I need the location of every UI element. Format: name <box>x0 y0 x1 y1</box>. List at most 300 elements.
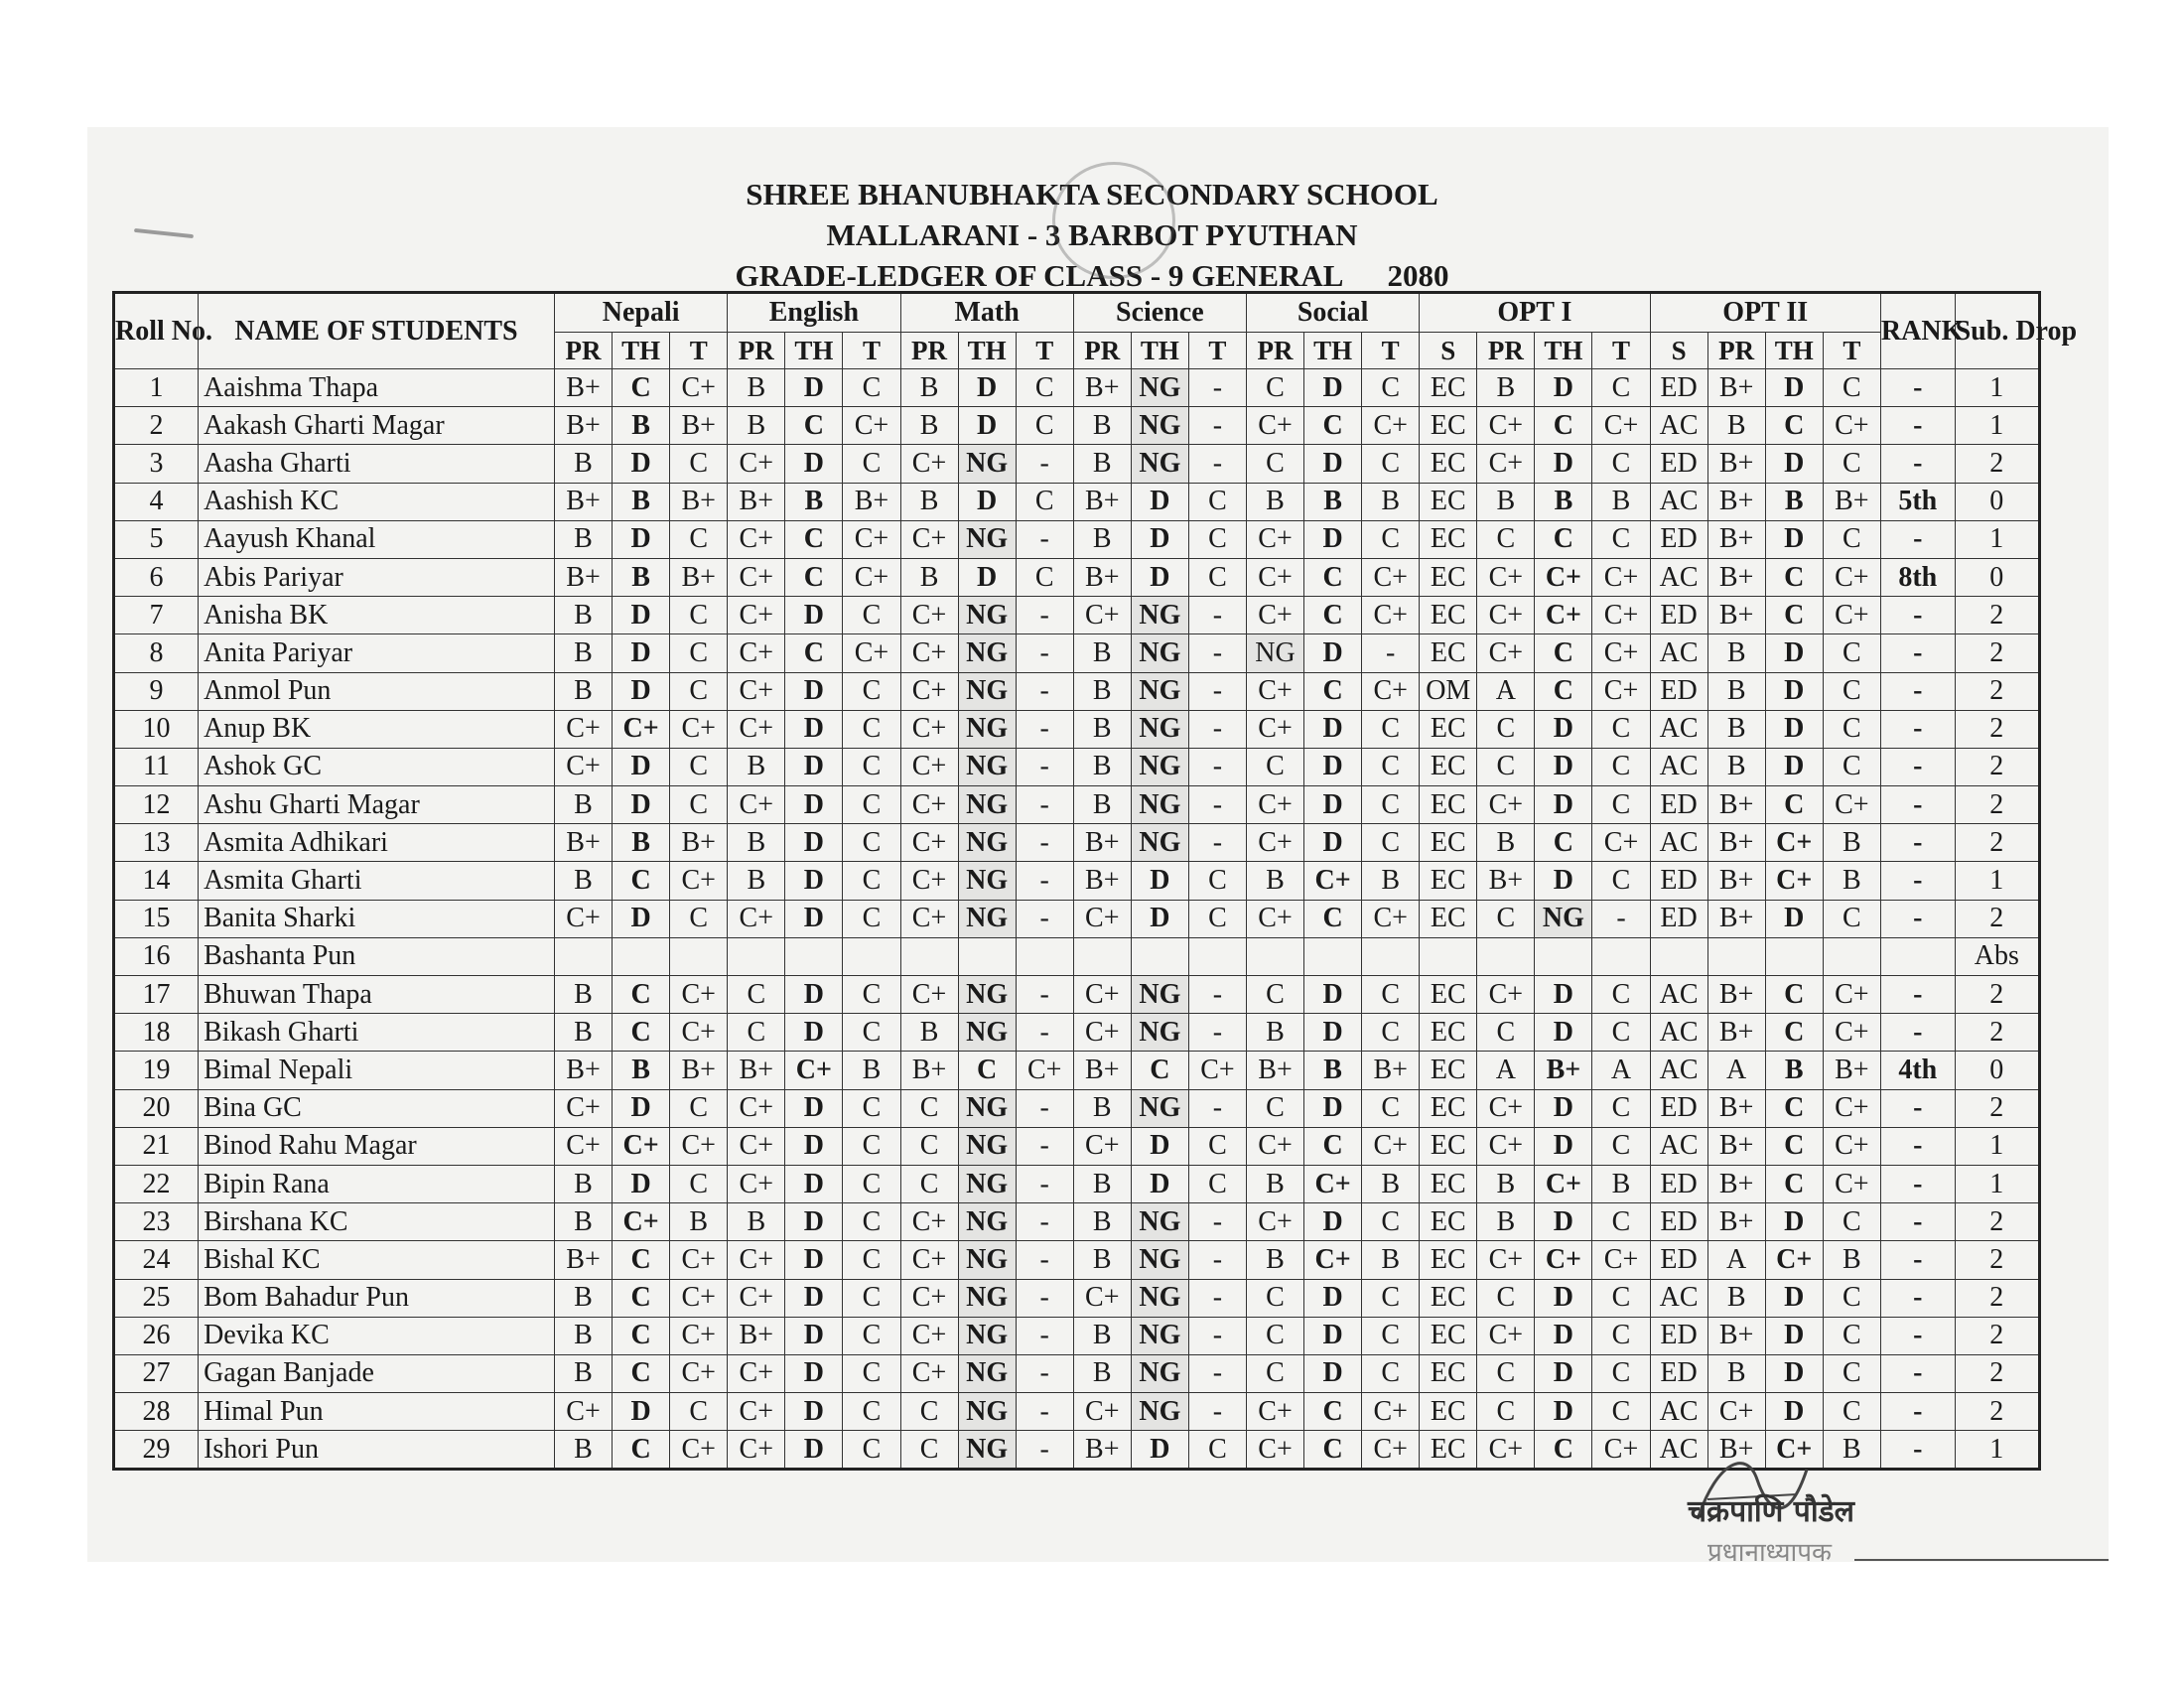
grade-cell: ED <box>1650 597 1707 634</box>
grade-cell: C <box>670 748 728 785</box>
component-header: PR <box>1073 333 1131 369</box>
grade-cell: C <box>1188 558 1246 596</box>
grade-cell: D <box>785 710 843 748</box>
grade-cell: C+ <box>1477 976 1535 1014</box>
grade-cell: D <box>613 1165 670 1202</box>
grade-cell: C <box>1823 672 1880 710</box>
grade-cell: B <box>1073 1203 1131 1241</box>
grade-cell: C+ <box>670 1354 728 1392</box>
grade-cell: B <box>554 1203 612 1241</box>
grade-cell: C+ <box>1188 1052 1246 1089</box>
grade-cell: C <box>1188 862 1246 900</box>
grade-cell: ED <box>1650 900 1707 937</box>
grade-cell: D <box>1304 786 1362 824</box>
grade-cell: B+ <box>1535 1052 1592 1089</box>
grade-cell: C+ <box>1477 597 1535 634</box>
grade-cell: C+ <box>728 672 785 710</box>
grade-cell: C+ <box>900 786 958 824</box>
grade-cell: B <box>1073 407 1131 445</box>
rank-cell: - <box>1880 1089 1955 1127</box>
grade-cell: B <box>1765 1052 1823 1089</box>
grade-cell: B <box>613 1052 670 1089</box>
grade-cell: C <box>670 520 728 558</box>
grade-cell: C+ <box>728 710 785 748</box>
student-row <box>114 634 2040 672</box>
grade-cell: D <box>785 1089 843 1127</box>
grade-cell: C+ <box>1362 1393 1420 1431</box>
grade-cell: ED <box>1650 672 1707 710</box>
grade-cell: - <box>1188 1203 1246 1241</box>
grade-cell: D <box>1765 710 1823 748</box>
school-address: MALLARANI - 3 BARBOT PYUTHAN <box>826 217 1358 252</box>
grade-cell: D <box>785 1165 843 1202</box>
grade-cell: OM <box>1420 672 1477 710</box>
grade-cell: C <box>670 1089 728 1127</box>
grade-cell: C <box>843 1127 900 1165</box>
grade-cell: D <box>785 1127 843 1165</box>
grade-cell: B <box>1304 483 1362 520</box>
student-row <box>114 937 2040 975</box>
grade-cell: D <box>1304 369 1362 407</box>
grade-cell: C <box>613 976 670 1014</box>
rank-cell: - <box>1880 710 1955 748</box>
grade-cell: C <box>1304 900 1362 937</box>
grade-cell: NG <box>1131 445 1188 483</box>
roll-number: 1 <box>114 369 199 407</box>
grade-cell: EC <box>1420 1203 1477 1241</box>
grade-cell: D <box>1535 1279 1592 1317</box>
grade-cell: C <box>1477 900 1535 937</box>
grade-cell: - <box>1016 1317 1073 1354</box>
student-name: Asmita Gharti <box>199 862 555 900</box>
grade-cell: B+ <box>1707 520 1765 558</box>
grade-cell: C+ <box>1362 558 1420 596</box>
student-name: Anisha BK <box>199 597 555 634</box>
grade-cell: C+ <box>1477 634 1535 672</box>
grade-cell: C <box>843 1165 900 1202</box>
grade-cell: C+ <box>900 520 958 558</box>
student-row <box>114 900 2040 937</box>
student-row <box>114 520 2040 558</box>
grade-cell: C <box>1765 786 1823 824</box>
sub-drop-cell: 1 <box>1955 1165 2039 1202</box>
grade-cell: B <box>785 483 843 520</box>
grade-cell: C <box>1477 748 1535 785</box>
grade-cell: EC <box>1420 1127 1477 1165</box>
col-roll: Roll No. <box>114 293 199 369</box>
grade-cell: ED <box>1650 1354 1707 1392</box>
grade-cell: - <box>1016 976 1073 1014</box>
grade-cell: C <box>1304 1393 1362 1431</box>
sub-drop-cell: 2 <box>1955 824 2039 862</box>
grade-cell: A <box>1477 1052 1535 1089</box>
grade-cell: C+ <box>1073 900 1131 937</box>
grade-cell: D <box>785 1279 843 1317</box>
rank-cell: - <box>1880 976 1955 1014</box>
grade-cell: C <box>1823 1354 1880 1392</box>
subject-header: English <box>728 293 900 333</box>
grade-cell: C+ <box>843 634 900 672</box>
grade-cell: NG <box>958 710 1016 748</box>
grade-cell: - <box>1016 520 1073 558</box>
grade-cell: B <box>670 1203 728 1241</box>
grade-cell: AC <box>1650 748 1707 785</box>
student-name: Anita Pariyar <box>199 634 555 672</box>
grade-cell: C <box>1016 369 1073 407</box>
grade-cell: B+ <box>1707 558 1765 596</box>
grade-cell: C+ <box>728 1354 785 1392</box>
grade-cell: B+ <box>670 483 728 520</box>
component-header: TH <box>958 333 1016 369</box>
grade-cell: D <box>1131 1431 1188 1470</box>
grade-cell: C <box>670 786 728 824</box>
grade-cell: C <box>843 1317 900 1354</box>
grade-cell: EC <box>1420 597 1477 634</box>
grade-cell: C+ <box>900 748 958 785</box>
grade-cell: C <box>1823 369 1880 407</box>
grade-cell: B+ <box>1246 1052 1303 1089</box>
rank-cell <box>1880 937 1955 975</box>
grade-cell: C <box>1016 483 1073 520</box>
grade-cell: - <box>1188 1089 1246 1127</box>
roll-number: 13 <box>114 824 199 862</box>
grade-cell: C <box>785 407 843 445</box>
rank-cell: - <box>1880 672 1955 710</box>
grade-cell: B <box>843 1052 900 1089</box>
grade-cell: C+ <box>728 786 785 824</box>
student-row <box>114 1203 2040 1241</box>
sub-drop-cell: 2 <box>1955 1014 2039 1052</box>
grade-cell: C+ <box>1823 407 1880 445</box>
student-name: Aakash Gharti Magar <box>199 407 555 445</box>
component-header: PR <box>728 333 785 369</box>
grade-cell: D <box>613 900 670 937</box>
grade-cell: C <box>1362 824 1420 862</box>
grade-cell: C <box>843 1203 900 1241</box>
grade-cell: C+ <box>554 1089 612 1127</box>
grade-cell: C+ <box>670 1317 728 1354</box>
sub-drop-cell: 2 <box>1955 597 2039 634</box>
grade-cell: C+ <box>1823 976 1880 1014</box>
grade-cell: - <box>1016 1354 1073 1392</box>
grade-cell: C <box>843 976 900 1014</box>
grade-cell: C <box>1592 520 1650 558</box>
student-name: Bhuwan Thapa <box>199 976 555 1014</box>
grade-cell: AC <box>1650 483 1707 520</box>
grade-cell: C+ <box>670 976 728 1014</box>
grade-cell: C+ <box>1246 824 1303 862</box>
grade-cell: D <box>1304 1317 1362 1354</box>
grade-cell: C+ <box>670 1014 728 1052</box>
grade-cell: B+ <box>554 369 612 407</box>
grade-cell: ED <box>1650 1317 1707 1354</box>
grade-cell: C+ <box>1823 1127 1880 1165</box>
grade-cell: B+ <box>1073 369 1131 407</box>
grade-cell: C <box>1823 710 1880 748</box>
grade-cell: C <box>900 1127 958 1165</box>
grade-cell: D <box>1765 634 1823 672</box>
grade-cell: D <box>1765 1393 1823 1431</box>
grade-cell: NG <box>1131 786 1188 824</box>
grade-cell: D <box>613 748 670 785</box>
grade-cell: C+ <box>1765 1241 1823 1279</box>
grade-cell: C <box>843 445 900 483</box>
grade-cell <box>1535 937 1592 975</box>
component-header: T <box>1188 333 1246 369</box>
grade-cell: C <box>843 1393 900 1431</box>
grade-cell: EC <box>1420 824 1477 862</box>
grade-cell: D <box>1304 1014 1362 1052</box>
roll-number: 25 <box>114 1279 199 1317</box>
grade-cell: C <box>613 1354 670 1392</box>
grade-cell: C+ <box>728 1165 785 1202</box>
rank-cell: - <box>1880 1279 1955 1317</box>
grade-cell: NG <box>1131 634 1188 672</box>
grade-cell: AC <box>1650 1052 1707 1089</box>
grade-cell: C+ <box>613 1203 670 1241</box>
grade-cell: C+ <box>1073 1393 1131 1431</box>
subject-header: OPT I <box>1420 293 1650 333</box>
sub-drop-cell: 0 <box>1955 1052 2039 1089</box>
grade-cell: AC <box>1650 558 1707 596</box>
grade-cell: C <box>1477 1354 1535 1392</box>
roll-number: 14 <box>114 862 199 900</box>
grade-cell: ED <box>1650 1241 1707 1279</box>
grade-cell: - <box>1016 1393 1073 1431</box>
grade-cell: B <box>613 558 670 596</box>
roll-number: 7 <box>114 597 199 634</box>
grade-cell: C+ <box>1535 558 1592 596</box>
rank-cell: - <box>1880 634 1955 672</box>
component-header: TH <box>1535 333 1592 369</box>
grade-cell: B <box>728 369 785 407</box>
grade-cell: C <box>670 1165 728 1202</box>
sub-drop-cell: 2 <box>1955 1241 2039 1279</box>
grade-cell: EC <box>1420 1165 1477 1202</box>
grade-cell: EC <box>1420 558 1477 596</box>
grade-cell: - <box>1188 1393 1246 1431</box>
grade-cell: C <box>1592 1203 1650 1241</box>
roll-number: 18 <box>114 1014 199 1052</box>
grade-cell: B+ <box>843 483 900 520</box>
student-name: Gagan Banjade <box>199 1354 555 1392</box>
grade-cell: D <box>785 976 843 1014</box>
grade-cell: EC <box>1420 862 1477 900</box>
grade-cell: AC <box>1650 1279 1707 1317</box>
component-header: T <box>843 333 900 369</box>
student-name: Bishal KC <box>199 1241 555 1279</box>
grade-cell: C <box>1304 1431 1362 1470</box>
grade-cell: D <box>1131 483 1188 520</box>
grade-cell: C+ <box>1246 1127 1303 1165</box>
grade-cell: C <box>1592 1279 1650 1317</box>
student-row <box>114 597 2040 634</box>
grade-cell <box>728 937 785 975</box>
grade-cell: C <box>1304 672 1362 710</box>
grade-cell: NG <box>958 862 1016 900</box>
sub-drop-cell: 2 <box>1955 748 2039 785</box>
grade-cell: C+ <box>1592 1241 1650 1279</box>
grade-cell: C <box>1477 710 1535 748</box>
roll-number: 28 <box>114 1393 199 1431</box>
grade-cell: D <box>1304 1089 1362 1127</box>
grade-cell: C <box>1188 483 1246 520</box>
grade-cell: D <box>785 1317 843 1354</box>
grade-cell: C <box>1823 900 1880 937</box>
grade-cell: C+ <box>1477 445 1535 483</box>
grade-cell: B <box>1535 483 1592 520</box>
grade-cell: C <box>1823 1393 1880 1431</box>
grade-cell: C <box>900 1165 958 1202</box>
grade-cell: ED <box>1650 1203 1707 1241</box>
component-header: PR <box>554 333 612 369</box>
sub-drop-cell: 0 <box>1955 558 2039 596</box>
grade-cell: C+ <box>554 748 612 785</box>
grade-cell: B+ <box>670 824 728 862</box>
grade-cell: D <box>785 824 843 862</box>
grade-cell: C+ <box>1823 558 1880 596</box>
grade-cell: D <box>613 786 670 824</box>
sub-drop-cell: 2 <box>1955 1354 2039 1392</box>
grade-cell: C <box>1592 1393 1650 1431</box>
grade-cell: - <box>1016 597 1073 634</box>
grade-cell: NG <box>1131 1279 1188 1317</box>
student-row <box>114 407 2040 445</box>
grade-cell: B+ <box>554 483 612 520</box>
grade-cell: C <box>1362 1279 1420 1317</box>
grade-cell: C <box>1477 1014 1535 1052</box>
grade-cell: NG <box>1131 1241 1188 1279</box>
grade-cell: C+ <box>1073 1279 1131 1317</box>
student-row <box>114 1165 2040 1202</box>
subject-header: Science <box>1073 293 1246 333</box>
grade-cell: D <box>1765 1354 1823 1392</box>
grade-cell <box>1592 937 1650 975</box>
roll-number: 12 <box>114 786 199 824</box>
sub-drop-cell: 1 <box>1955 1431 2039 1470</box>
grade-cell: - <box>1016 1014 1073 1052</box>
grade-cell: B <box>1477 369 1535 407</box>
grade-cell <box>1304 937 1362 975</box>
sub-drop-cell: 2 <box>1955 786 2039 824</box>
student-name: Bipin Rana <box>199 1165 555 1202</box>
grade-cell: C+ <box>1592 824 1650 862</box>
grade-cell: C <box>843 900 900 937</box>
grade-cell: D <box>785 786 843 824</box>
grade-cell: C <box>1823 1203 1880 1241</box>
grade-cell: - <box>1188 1317 1246 1354</box>
grade-cell: C+ <box>900 672 958 710</box>
grade-cell: B <box>1823 862 1880 900</box>
grade-cell: - <box>1016 1165 1073 1202</box>
grade-cell: C <box>1362 369 1420 407</box>
grade-cell: B <box>554 976 612 1014</box>
grade-cell: C <box>843 1279 900 1317</box>
grade-cell: C <box>1765 407 1823 445</box>
grade-cell: C+ <box>1304 1165 1362 1202</box>
grade-cell: D <box>1304 1203 1362 1241</box>
grade-cell: EC <box>1420 1014 1477 1052</box>
sub-drop-cell: 1 <box>1955 369 2039 407</box>
grade-cell: B <box>1073 710 1131 748</box>
grade-cell: C <box>1188 1127 1246 1165</box>
grade-cell: C+ <box>1246 520 1303 558</box>
grade-cell: C <box>1131 1052 1188 1089</box>
grade-cell: EC <box>1420 1052 1477 1089</box>
grade-cell: EC <box>1420 786 1477 824</box>
grade-cell: C+ <box>1592 558 1650 596</box>
student-row <box>114 483 2040 520</box>
grade-cell: D <box>785 1354 843 1392</box>
grade-cell: EC <box>1420 483 1477 520</box>
grade-cell: C <box>1592 862 1650 900</box>
rank-cell: - <box>1880 445 1955 483</box>
grade-cell: D <box>1535 1089 1592 1127</box>
grade-cell: C+ <box>1246 407 1303 445</box>
grade-cell: C <box>1592 976 1650 1014</box>
grade-cell: B <box>1073 634 1131 672</box>
component-header: S <box>1650 333 1707 369</box>
grade-cell: C+ <box>1362 1431 1420 1470</box>
grade-cell: D <box>1535 1393 1592 1431</box>
grade-cell: C <box>1304 597 1362 634</box>
grade-cell: NG <box>1131 824 1188 862</box>
grade-cell: C <box>1362 786 1420 824</box>
grade-cell <box>613 937 670 975</box>
grade-cell: C <box>1823 1317 1880 1354</box>
student-name: Ishori Pun <box>199 1431 555 1470</box>
rank-cell: - <box>1880 1393 1955 1431</box>
grade-cell: C+ <box>1477 1241 1535 1279</box>
student-name: Asmita Adhikari <box>199 824 555 862</box>
grade-cell: NG <box>958 597 1016 634</box>
grade-cell: D <box>1535 1317 1592 1354</box>
grade-cell: C <box>1765 1165 1823 1202</box>
student-row <box>114 445 2040 483</box>
sub-drop-cell: 1 <box>1955 1127 2039 1165</box>
grade-cell: C <box>1362 748 1420 785</box>
grade-cell: C <box>1592 1089 1650 1127</box>
grade-cell: B+ <box>1362 1052 1420 1089</box>
grade-cell: NG <box>958 900 1016 937</box>
grade-cell: ED <box>1650 1165 1707 1202</box>
grade-cell: NG <box>1131 369 1188 407</box>
grade-cell: B <box>1592 483 1650 520</box>
roll-number: 21 <box>114 1127 199 1165</box>
grade-cell: B+ <box>554 1052 612 1089</box>
grade-cell: D <box>613 1089 670 1127</box>
grade-cell: C+ <box>1073 976 1131 1014</box>
grade-cell: D <box>1765 445 1823 483</box>
grade-cell: EC <box>1420 1279 1477 1317</box>
sub-drop-cell: 1 <box>1955 407 2039 445</box>
grade-cell: B+ <box>1823 1052 1880 1089</box>
student-row <box>114 1052 2040 1089</box>
grade-cell: C+ <box>1016 1052 1073 1089</box>
grade-cell: NG <box>958 520 1016 558</box>
grade-cell: B <box>728 824 785 862</box>
grade-cell <box>1188 937 1246 975</box>
grade-cell: C <box>1823 634 1880 672</box>
grade-cell: D <box>785 748 843 785</box>
grade-cell: C <box>613 1431 670 1470</box>
grade-cell: C <box>785 520 843 558</box>
grade-cell: C <box>843 786 900 824</box>
grade-cell: - <box>1016 1127 1073 1165</box>
principal-signature <box>1678 1489 1936 1569</box>
grade-cell: B+ <box>670 558 728 596</box>
grade-cell: C+ <box>1477 1089 1535 1127</box>
